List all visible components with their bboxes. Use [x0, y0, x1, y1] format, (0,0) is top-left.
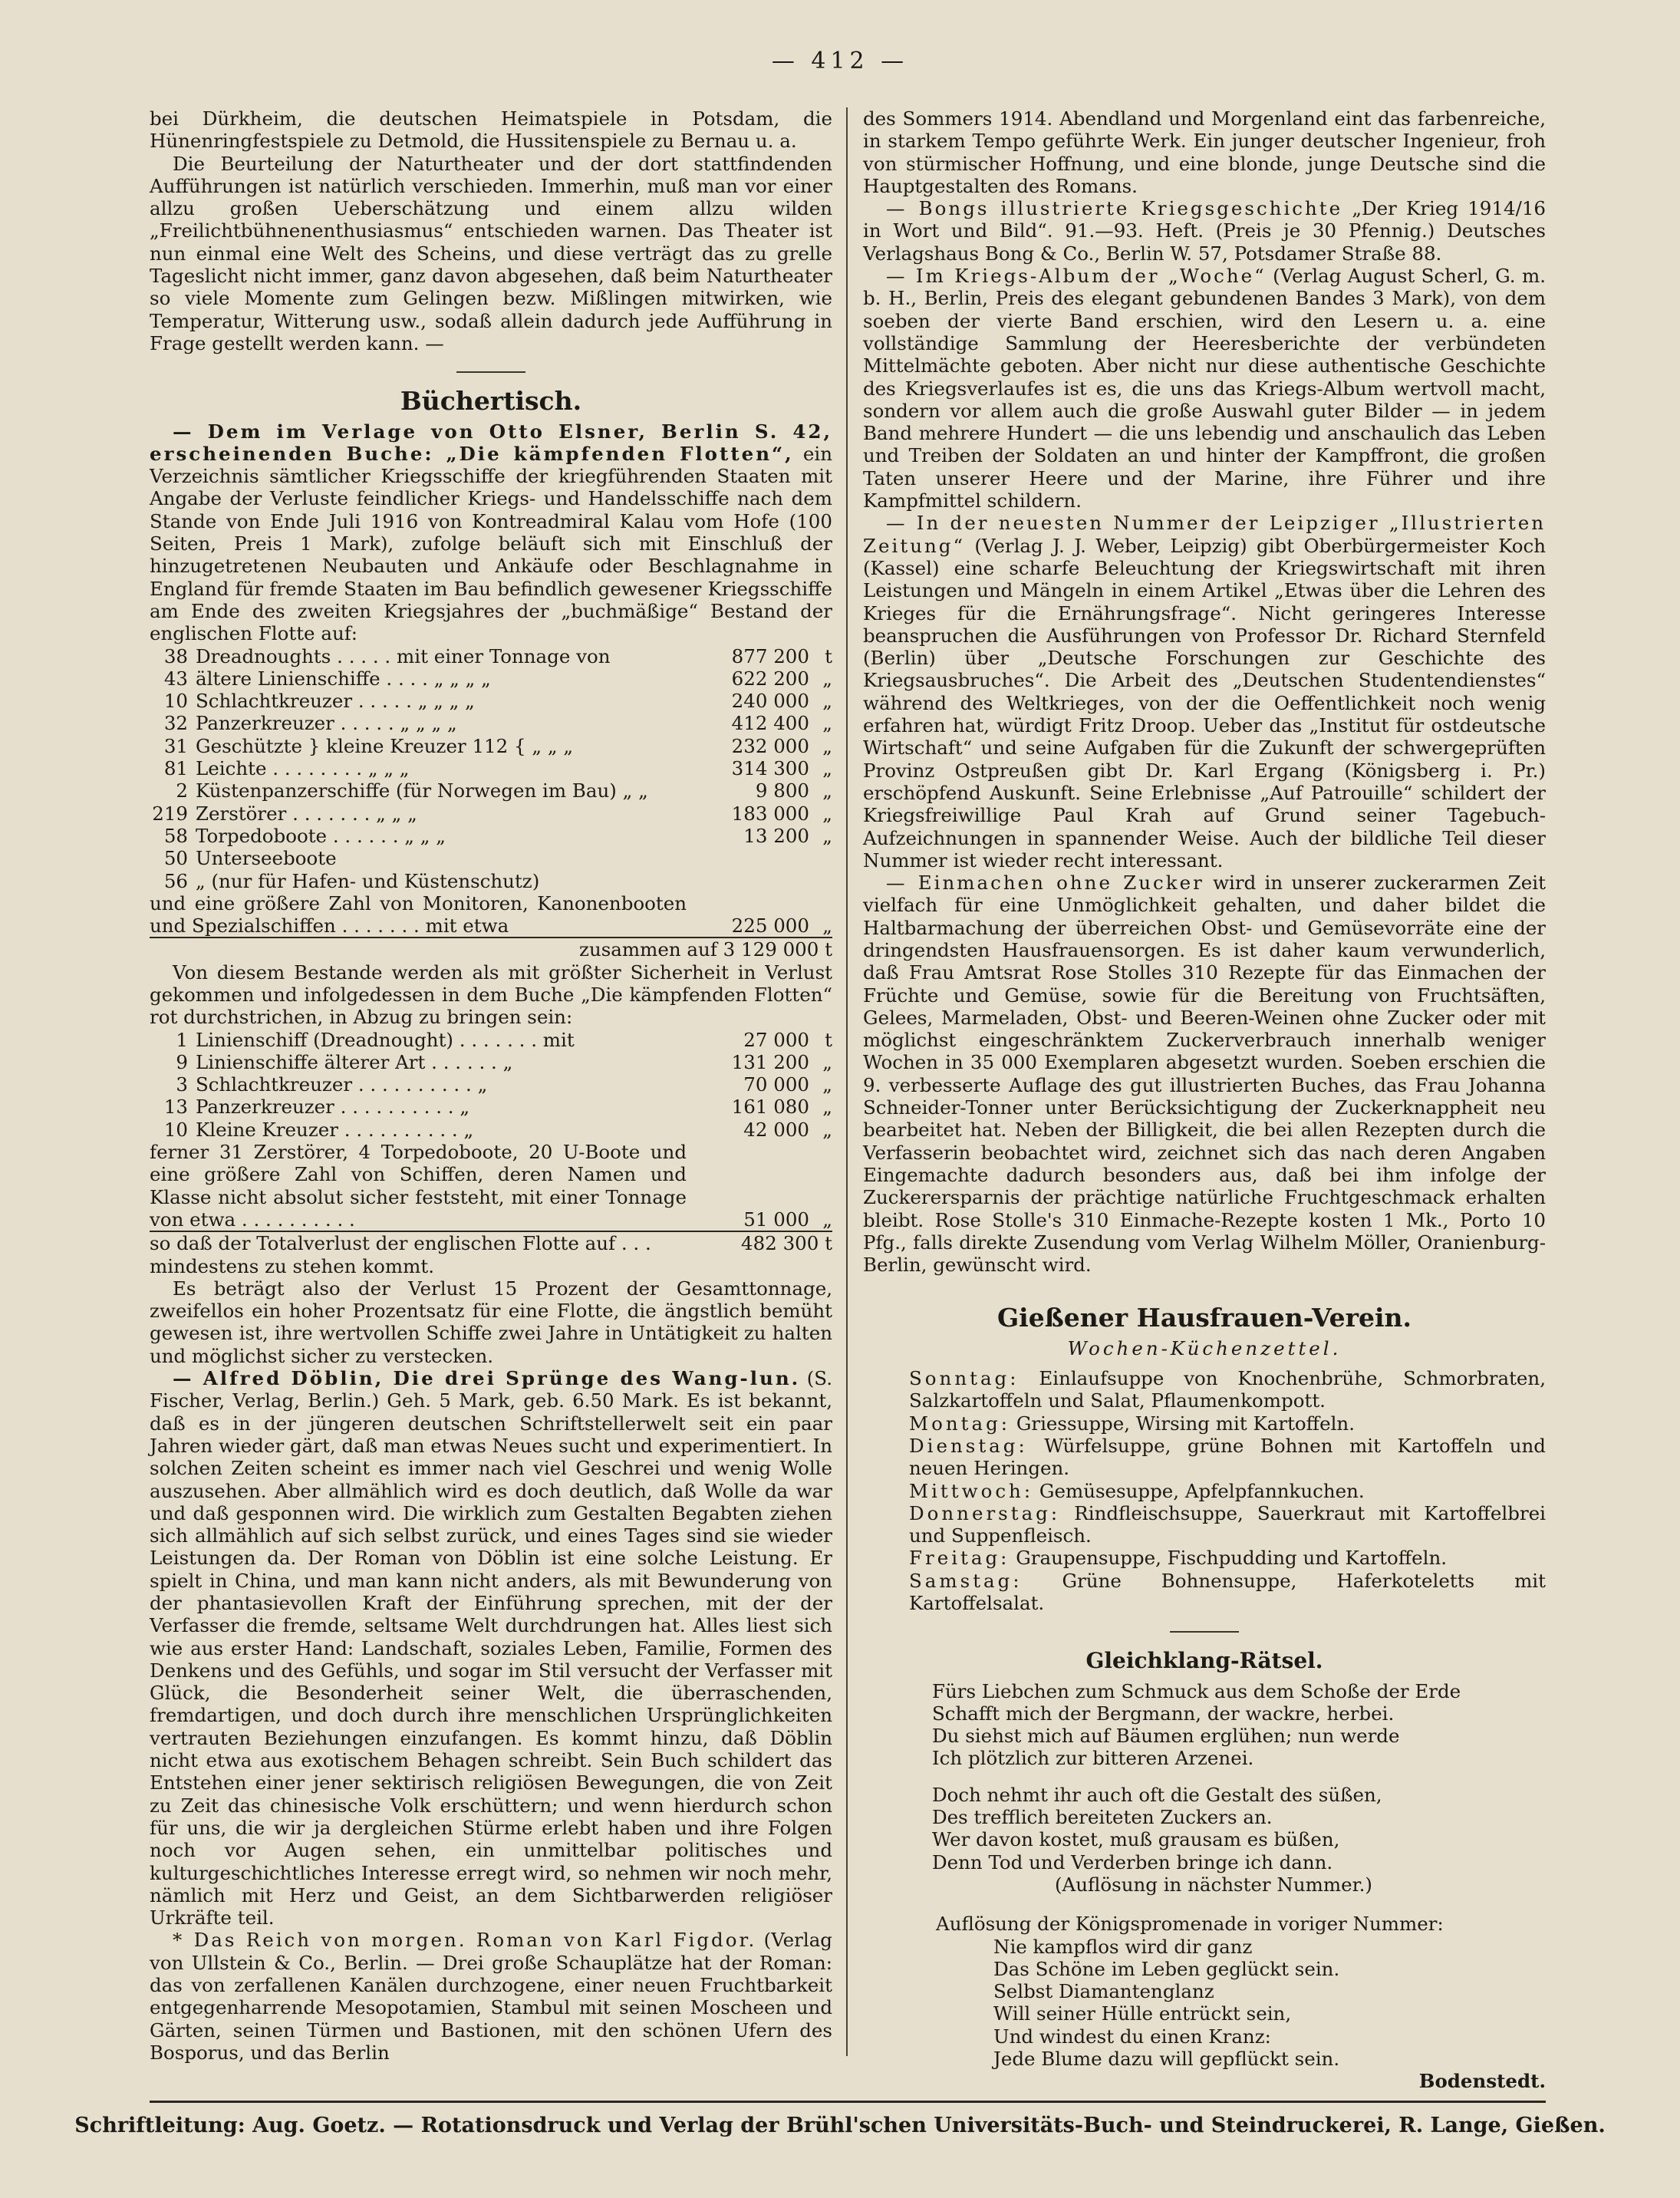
- ship-u: „: [822, 690, 832, 713]
- review-elsner: [150, 420, 832, 645]
- review-lead: — Dem im Verlage von Otto Elsner, Berlin S. 42, erscheinenden Buche: „Die kämpfenden Flotten“,: [150, 420, 832, 465]
- fleet-sum: zusammen auf 3 129 000 t: [150, 938, 832, 961]
- poem-line: Und windest du einen Kranz:: [993, 2025, 1271, 2048]
- ship-u: t: [825, 644, 832, 667]
- poem-line: Das Schöne im Leben geglückt sein.: [993, 1957, 1340, 1980]
- ship-row: [150, 690, 832, 712]
- menu-item: [863, 1547, 1546, 1569]
- ship-name: Linienschiffe älterer Art . . . . . . „: [196, 1050, 513, 1073]
- fleet-more-tonnage: 225 000: [731, 914, 809, 938]
- ship-n: 2: [176, 779, 188, 802]
- ship-row: [150, 645, 832, 667]
- ship-u: t: [825, 1028, 832, 1051]
- review-leipziger: [863, 512, 1546, 872]
- ship-t: 183 000: [731, 802, 809, 825]
- ship-n: 43: [163, 667, 188, 690]
- ship-name: ältere Linienschiffe . . . . „ „ „ „: [196, 667, 491, 690]
- ship-t: 232 000: [731, 734, 809, 757]
- poem-line: Ich plötzlich zur bitteren Arzenei.: [932, 1747, 1254, 1770]
- menu-day: Montag:: [909, 1412, 1011, 1435]
- ship-u: [809, 847, 832, 869]
- losses-extra: ferner 31 Zerstörer, 4 Torpedoboote, 20 U-Boote und eine größere Zahl von Schiffen, deren Namen und Klasse nicht absolut sicher feststeht, mit einer Tonnage von etwa . . . . . . . . . . 51 000 „ so daß der Totalverlust der englischen Flotte auf . . . 482 300 t: [150, 1141, 832, 1255]
- paragraph: bei Dürkheim, die deutschen Heimatspiele in Potsdam, die Hünenringfestspiele zu Detmold, die Hussitenspiele zu Bernau u. a.: [150, 107, 832, 153]
- losses-total-tonnage: 482 300 t: [687, 1231, 832, 1254]
- paragraph: Die Beurteilung der Naturtheater und der dort stattfindenden Aufführungen ist natürlich verschieden. Immerhin, muß man vor einer allzu großen Ueberschätzung und einem allzu wilden „Freilichtbühnenenthusiasmus“ entschieden warnen. Das Theater ist nun einmal eine Welt des Scheins, und diese verträgt das zu grelle Tageslicht nicht immer, ganz davon abgesehen, daß beim Naturtheater so viele Momente zum Gelingen bezw. Mißlingen mitwirken, wie Temperatur, Witterung usw., sodaß allein dadurch jede Aufführung in Frage gestellt werden kann. —: [150, 152, 832, 354]
- ship-t: 161 080: [731, 1096, 809, 1119]
- menu-day: Mittwoch:: [909, 1479, 1034, 1502]
- ship-n: 1: [176, 1028, 188, 1051]
- losses-more-tonnage: 51 000: [743, 1208, 809, 1231]
- solution-author: Bodenstedt.: [1418, 2070, 1546, 2093]
- riddle-stanza-2: [863, 1784, 1546, 1873]
- ship-n: 38: [163, 644, 188, 667]
- review-body: „Der Krieg 1914/16 in Wort und Bild“. 91.—93. Heft. (Preis je 30 Pfennig.) Deutsches Verlagshaus Bong & Co., Berlin W. 57, Potsdamer Straße 88.: [863, 197, 1546, 265]
- review-lead: — Im Kriegs-Album der „Woche“: [886, 265, 1267, 288]
- menu-day: Sonntag:: [909, 1367, 1020, 1390]
- menu-dishes: Griessuppe, Wirsing mit Kartoffeln.: [1016, 1412, 1355, 1435]
- ship-name: „ (nur für Hafen- und Küstenschutz): [196, 869, 540, 892]
- ship-row: [150, 825, 832, 847]
- review-body: (S. Fischer, Verlag, Berlin.) Geh. 5 Mark, geb. 6.50 Mark. Es ist bekannt, daß es in der jüngeren deutschen Schriftstellerwelt seit ein paar Jahren wieder gärt, daß man etwas Neues sucht und experimentiert. In solchen Zeiten scheint es immer nach viel Geschrei und wenig Wolle auszusehen. Aber allmählich wird es doch deutlich, daß Wolle da war und daß gesponnen wird. Die wirklich zum Gestalten Begabten ziehen sich allmählich auf sich selbst zurück, und eines Tages sind sie wieder Leistungen da. Der Roman von Döblin ist eine solche Leistung. Er spielt in China, und man kann nicht anders, als mit Bewunderung von der phantasievollen Kraft der Einführung sprechen, mit der der Verfasser die fremde, seltsame Welt durchdrungen hat. Alles liest sich wie aus erster Hand: Landschaft, soziales Leben, Familie, Formen des Denkens und des Gefühls, und sogar im Stil versucht der Verfasser mit Glück, die Besonderheit seiner Welt, die überraschenden, fremdartigen, und doch durch ihre menschlichen Ursprünglichkeiten vertrauten Beziehungen einzufangen. Es kommt hinzu, daß Döblin nicht etwa aus exotischem Behagen schreibt. Sein Buch schildert das Entstehen einer jener sektirisch religiösen Bewegungen, die von Zeit zu Zeit das chinesische Volk erschüttern; und wenn hierdurch schon für uns, die wir ja dergleichen Stürme erlebt haben und ihre Folgen noch vor Augen sehen, ein unmittelbar politisches und kulturgeschichtliches Interesse erregt wird, so nehmen wir noch mehr, nämlich mit Herz und Geist, an dem Sichtbarwerden religiöser Urkräfte teil.: [150, 1367, 832, 1929]
- ship-t: 877 200: [731, 644, 809, 667]
- ship-u: „: [822, 734, 832, 757]
- ship-t: 13 200: [743, 824, 809, 847]
- menu-item: [863, 1502, 1546, 1547]
- review-lead: — In der neuesten Nummer der Leipziger „Illustrierten Zeitung“: [863, 512, 1546, 557]
- ship-n: 13: [163, 1096, 188, 1119]
- ship-u: „: [822, 802, 832, 825]
- menu-dishes: Würfelsuppe, grüne Bohnen mit Kartoffeln und neuen Heringen.: [909, 1434, 1546, 1480]
- ship-u: „: [822, 1096, 832, 1119]
- review-woche: [863, 265, 1546, 512]
- poem-line: Selbst Diamantenglanz: [993, 1980, 1214, 2003]
- poem-line: Doch nehmt ihr auch oft die Gestalt des süßen,: [932, 1783, 1382, 1806]
- ship-name: Küstenpanzerschiffe (für Norwegen im Bau) „ „: [196, 779, 648, 802]
- menu-day: Donnerstag:: [909, 1501, 1061, 1524]
- verein-subheading: Wochen-Küchenzettel.: [1067, 1336, 1342, 1359]
- section-heading: Büchertisch.: [400, 386, 582, 417]
- paragraph: des Sommers 1914. Abendland und Morgenland eint das farbenreiche, in starkem Tempo geführte Werk. Ein junger deutscher Ingenieur, froh von stürmischer Hoffnung, und eine blonde, junge Deutsche sind die Hauptgestalten des Romans.: [863, 107, 1546, 197]
- menu-dishes: Einlaufsuppe von Knochenbrühe, Schmorbraten, Salzkartoffeln und Salat, Pflaumenkompott.: [909, 1367, 1547, 1412]
- ship-row: [150, 1029, 832, 1051]
- menu-dishes: Gemüsesuppe, Apfelpfannkuchen.: [1039, 1479, 1365, 1502]
- ship-n: 58: [163, 824, 188, 847]
- section-divider: [1170, 1631, 1239, 1633]
- review-body: (Verlag August Scherl, G. m. b. H., Berlin, Preis des elegant gebundenen Bandes 3 Mark), von dem soeben der vierte Band erschien, wird den Lesern u. a. eine vollständige Sammlung der Heeresberichte der verbündeten Mittelmächte geboten. Aber nicht nur diese authentische Geschichte des Kriegsverlaufes ist es, die uns das Kriegs-Album wertvoll macht, sondern vor allem auch die große Auswahl guter Bilder — in jedem Band mehrere Hundert — die uns lebendig und anschaulich das Leben und Treiben der Soldaten an und hinter der Kampffront, die großen Taten unserer Heere und der Marine, ihre Führer und ihre Kampfmittel schildern.: [863, 265, 1546, 512]
- ship-u: „: [822, 712, 832, 735]
- losses-table: [150, 1029, 832, 1141]
- ship-name: Schlachtkreuzer . . . . . „ „ „ „: [196, 690, 475, 713]
- imprint: Schriftleitung: Aug. Goetz. — Rotationsdruck und Verlag der Brühl'schen Universitäts-Buch- und Steindruckerei, R. Lange, Gießen.: [74, 2114, 1606, 2137]
- ship-t: 240 000: [731, 690, 809, 713]
- section-divider: [456, 371, 525, 373]
- review-doeblin: [150, 1367, 832, 1929]
- ship-n: 219: [152, 802, 188, 825]
- riddle-stanza-1: [863, 1680, 1546, 1770]
- ship-n: 56: [163, 869, 188, 892]
- menu-item: [863, 1480, 1546, 1502]
- poem-line: Schafft mich der Bergmann, der wackre, herbei.: [932, 1702, 1395, 1725]
- ship-name: Schlachtkreuzer . . . . . . . . . . „: [196, 1073, 488, 1096]
- menu-day: Samstag:: [909, 1569, 1023, 1592]
- ship-n: 31: [163, 734, 188, 757]
- menu-day: Dienstag:: [909, 1434, 1028, 1457]
- left-column: [150, 107, 832, 2079]
- poem-line: Du siehst mich auf Bäumen erglühen; nun werde: [932, 1725, 1400, 1748]
- ship-row: [150, 870, 832, 892]
- ship-row: [150, 757, 832, 779]
- column-divider: [846, 107, 848, 2056]
- ship-n: 3: [176, 1073, 188, 1096]
- poem-line: Wer davon kostet, muß grausam es büßen,: [932, 1828, 1340, 1851]
- poem-line: Des trefflich bereiteten Zuckers an.: [932, 1806, 1273, 1829]
- poem-line: Jede Blume dazu will gepflückt sein.: [993, 2048, 1340, 2071]
- review-body: (Verlag von Ullstein & Co., Berlin. — Drei große Schauplätze hat der Roman: das von zerfallenen Kanälen durchzogene, einer neuen Fruchtbarkeit entgegenharrende Mesopotamien, Stambul mit seinen Moscheen und Gärten, seinen Türmen und Bastionen, mit den schönen Ufern des Bosporus, und das Berlin: [150, 1929, 832, 2064]
- ship-u: „: [822, 779, 832, 802]
- ship-name: Zerstörer . . . . . . . „ „ „: [196, 802, 417, 825]
- review-body: wird in unserer zuckerarmen Zeit vielfach für eine Unmöglichkeit gehalten, und daher bildet die Haltbarmachung der überreichen Obst- und Gemüsevorräte eine der dringendsten Hausfrauensorgen. Es ist daher kaum verwunderlich, daß Frau Amtsrat Rose Stolles 310 Rezepte für das Einmachen der Früchte und Gemüse, sowie für die Bereitung von Fruchtsäften, Gelees, Marmeladen, Obst- und Beeren-Weinen ohne Zucker oder mit möglichst eingeschränktem Zuckerverbrauch innerhalb weniger Wochen in 35 000 Exemplaren abgesetzt wurden. Soeben erschien die 9. verbesserte Auflage des gut illustrierten Buches, das Frau Johanna Schneider-Tonner unter Berücksichtigung der Zuckerknappheit neu bearbeitet hat. Neben der Billigkeit, die bei allen Rezepten durch die Verfasserin beobachtet wird, zeichnet sich das nach deren Angaben Eingemachte dadurch besonders aus, daß bei ihm infolge der Zuckerersparnis der prächtige natürliche Fruchtgeschmack erhalten bleibt. Rose Stolle's 310 Einmache-Rezepte kosten 1 Mk., Porto 10 Pfg., falls direkte Zusendung vom Verlag Wilhelm Möller, Oranienburg-Berlin, gewünscht wird.: [863, 872, 1546, 1277]
- ship-u: „: [822, 1118, 832, 1141]
- ship-t: 131 200: [731, 1050, 809, 1073]
- ship-row: [150, 802, 832, 825]
- menu-item: [863, 1570, 1546, 1615]
- ship-t: 9 800: [755, 779, 809, 802]
- solution-poem: [863, 1936, 1546, 2071]
- review-reich: [150, 1929, 832, 2064]
- verein-heading: Gießener Hausfrauen-Verein.: [997, 1303, 1412, 1333]
- review-lead: — Alfred Döblin, Die drei Sprünge des Wang-lun.: [173, 1367, 801, 1390]
- footer-rule: [150, 2101, 1546, 2103]
- menu-list: [863, 1367, 1546, 1614]
- review-lead: * Das Reich von morgen. Roman von Karl Figdor.: [173, 1929, 757, 1952]
- ship-n: 32: [163, 712, 188, 735]
- ship-t: 42 000: [743, 1118, 809, 1141]
- ship-name: Unterseeboote: [196, 847, 337, 870]
- losses-total-text: so daß der Totalverlust der englischen Flotte auf . . .: [150, 1231, 687, 1254]
- poem-line: Denn Tod und Verderben bringe ich dann.: [932, 1850, 1333, 1873]
- fleet-more-text: und eine größere Zahl von Monitoren, Kanonenbooten und Spezialschiffen . . . . . . . mit etwa: [150, 891, 687, 938]
- ship-t: 70 000: [743, 1073, 809, 1096]
- menu-dishes: Rindfleischsuppe, Sauerkraut mit Kartoffelbrei und Suppenfleisch.: [909, 1501, 1546, 1547]
- review-einmachen: [863, 872, 1546, 1276]
- ship-t: 27 000: [743, 1028, 809, 1051]
- paragraph: Es beträgt also der Verlust 15 Prozent der Gesamttonnage, zweifellos ein hoher Prozentsatz für eine Flotte, die ängstlich bemüht gewesen ist, ihre wertvollen Schiffe zwei Jahre in Untätigkeit zu halten und möglichst sicher zu verstecken.: [150, 1277, 832, 1367]
- ship-row: [150, 779, 832, 802]
- ship-name: Linienschiff (Dreadnought) . . . . . . . mit: [196, 1028, 575, 1051]
- review-body: ein Verzeichnis sämtlicher Kriegsschiffe der kriegführenden Staaten mit Angabe der Verluste feindlicher Kriegs- und Handelsschiffe nach dem Stande von Ende Juli 1916 von Kontreadmiral Kalau vom Hofe (100 Seiten, Preis 1 Mark), zufolge beläuft sich mit Einschluß der hinzugetretenen Neubauten und Ankäufe oder Beschlagnahme in England für fremde Staaten im Bau befindlich gewesener Kriegsschiffe am Ende des zweiten Kriegsjahres der „buchmäßige“ Bestand der englischen Flotte auf:: [150, 442, 832, 645]
- poem-line: Nie kampflos wird dir ganz: [993, 1935, 1253, 1958]
- losses-intro: Von diesem Bestande werden als mit größter Sicherheit in Verlust gekommen und infolgedessen in dem Buche „Die kämpfenden Flotten“ rot durchstrichen, in Abzug zu bringen sein:: [150, 961, 832, 1029]
- review-bong: [863, 197, 1546, 265]
- losses-more-text: ferner 31 Zerstörer, 4 Torpedoboote, 20 U-Boote und eine größere Zahl von Schiffen, deren Namen und Klasse nicht absolut sicher feststeht, mit einer Tonnage von etwa . . . . . . . . . .: [150, 1141, 687, 1231]
- ship-u: „: [822, 667, 832, 690]
- ship-u: „: [822, 1073, 832, 1096]
- menu-dishes: Graupensuppe, Fischpudding und Kartoffeln.: [1016, 1547, 1448, 1570]
- riddle-note: (Auflösung in nächster Nummer.): [1055, 1873, 1372, 1896]
- fleet-table: [150, 645, 832, 892]
- ship-name: Geschützte } kleine Kreuzer 112 { „ „ „: [196, 734, 574, 757]
- ship-n: 50: [163, 847, 188, 870]
- ship-row: [150, 847, 832, 869]
- page-number: — 412 —: [771, 48, 909, 74]
- ship-n: 10: [163, 1118, 188, 1141]
- losses-total-end: mindestens zu stehen kommt.: [150, 1254, 435, 1277]
- fleet-extra: und eine größere Zahl von Monitoren, Kanonenbooten und Spezialschiffen . . . . . . . mit etwa 225 000 „ zusammen auf 3 129 000 t: [150, 891, 832, 961]
- ship-u: „: [822, 824, 832, 847]
- poem-line: Fürs Liebchen zum Schmuck aus dem Schoße der Erde: [932, 1679, 1461, 1702]
- ship-u: „: [822, 757, 832, 780]
- riddle-heading: Gleichklang-Rätsel.: [1085, 1648, 1323, 1674]
- ship-t: [687, 870, 809, 892]
- menu-day: Freitag:: [909, 1547, 1010, 1570]
- menu-item: [863, 1412, 1546, 1435]
- ship-n: 10: [163, 690, 188, 713]
- ship-t: [687, 847, 809, 869]
- ship-t: 412 400: [731, 712, 809, 735]
- menu-item: [863, 1367, 1546, 1412]
- right-column: [863, 107, 1547, 2093]
- ship-name: Torpedoboote . . . . . . „ „ „: [196, 824, 446, 847]
- ship-name: Panzerkreuzer . . . . . „ „ „ „: [196, 712, 457, 735]
- review-lead: — Bongs illustrierte Kriegsgeschichte: [886, 197, 1343, 220]
- review-lead: — Einmachen ohne Zucker: [886, 872, 1204, 895]
- ship-row: [150, 1051, 832, 1073]
- menu-dishes: Grüne Bohnensuppe, Haferkoteletts mit Kartoffelsalat.: [909, 1569, 1546, 1614]
- ship-t: 314 300: [731, 757, 809, 780]
- ship-row: [150, 1096, 832, 1118]
- ship-u: „: [822, 1050, 832, 1073]
- review-body: (Verlag J. J. Weber, Leipzig) gibt Oberbürgermeister Koch (Kassel) eine scharfe Beleuchtung der Kriegswirtschaft mit ihren Leistungen und Mängeln in einem Artikel „Etwas über die Lehren des Krieges für die Ernährungsfrage“. Nicht geringeres Interesse beanspruchen die Ausführungen von Professor Dr. Richard Sternfeld (Berlin) über „Deutsche Forschungen zur Geschichte des Kriegsausbruches“. Die Arbeit des „Deutschen Studentendienstes“ während des Weltkrieges, von der die Oeffentlichkeit noch wenig erfahren hat, würdigt Fritz Droop. Ueber das „Institut für ostdeutsche Wirtschaft“ und seine Aufgaben für die Zukunft der schwergeprüften Provinz Ostpreußen gibt Dr. Karl Ergang (Königsberg i. Pr.) erschöpfend Auskunft. Seine Erlebnisse „Auf Patrouille“ schildert der Kriegsfreiwillige Paul Krah auf Grund seiner Tagebuch-Aufzeichnungen in spannender Weise. Auch der bildliche Teil dieser Nummer ist wieder recht interessant.: [863, 534, 1546, 872]
- ship-n: 9: [176, 1050, 188, 1073]
- ship-name: Leichte . . . . . . . . „ „ „: [196, 757, 410, 780]
- ship-row: [150, 712, 832, 734]
- ship-row: [150, 1073, 832, 1096]
- menu-item: [863, 1435, 1546, 1480]
- ship-t: 622 200: [731, 667, 809, 690]
- ship-name: Dreadnoughts . . . . . mit einer Tonnage von: [196, 644, 611, 667]
- ship-name: Panzerkreuzer . . . . . . . . . . „: [196, 1096, 470, 1119]
- solution-heading: Auflösung der Königspromenade in voriger Nummer:: [936, 1913, 1444, 1936]
- ship-n: 81: [163, 757, 188, 780]
- ship-name: Kleine Kreuzer . . . . . . . . . . „: [196, 1118, 474, 1141]
- ship-u: [809, 870, 832, 892]
- ship-row: [150, 735, 832, 757]
- ship-row: [150, 1119, 832, 1141]
- ship-row: [150, 667, 832, 690]
- poem-line: Will seiner Hülle entrückt sein,: [993, 2002, 1292, 2025]
